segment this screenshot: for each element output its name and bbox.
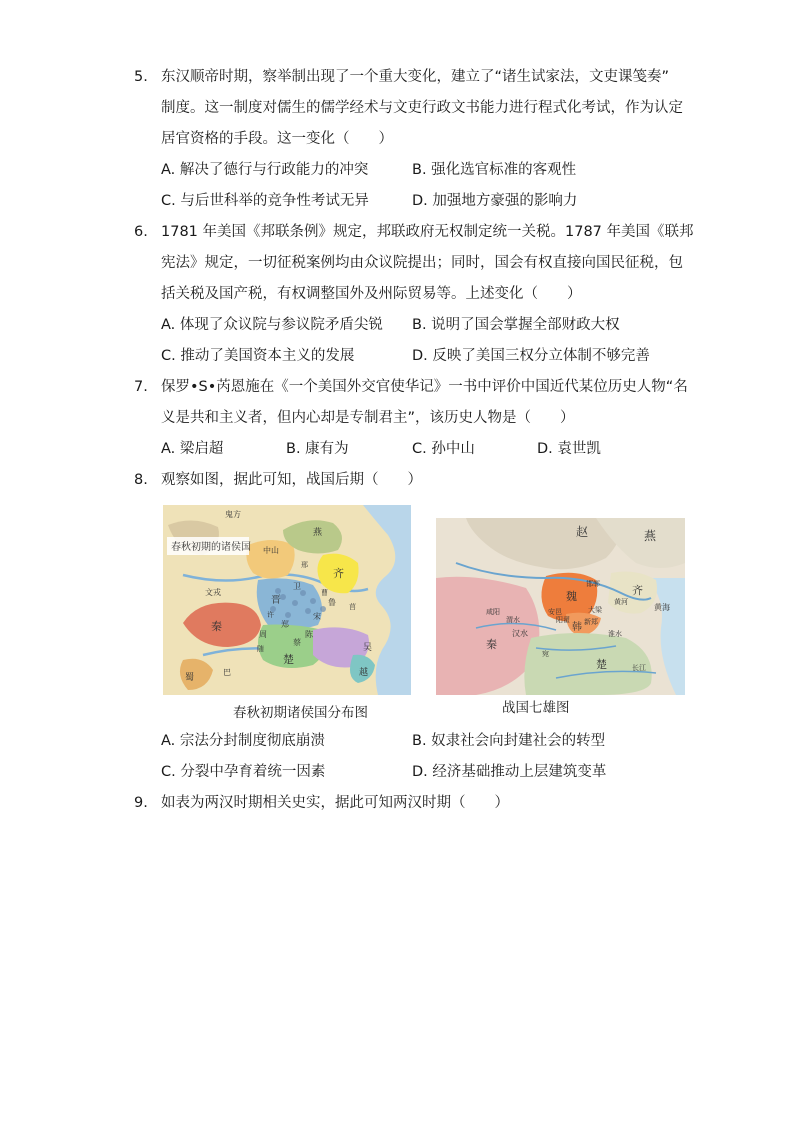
option-a[interactable]: A. 解决了德行与行政能力的冲突 bbox=[161, 162, 369, 178]
question-number: 6. bbox=[134, 224, 148, 240]
question-number: 5. bbox=[134, 69, 148, 85]
svg-text:黄河: 黄河 bbox=[614, 598, 628, 606]
svg-text:楚: 楚 bbox=[283, 653, 294, 666]
svg-text:魏: 魏 bbox=[566, 590, 577, 603]
svg-text:安邑: 安邑 bbox=[548, 608, 562, 616]
question-number: 9. bbox=[134, 795, 148, 811]
svg-text:秦: 秦 bbox=[211, 620, 222, 633]
question-text-line: 东汉顺帝时期，察举制出现了一个重大变化，建立了“诸生试家法，文吏课笺奏” bbox=[161, 69, 670, 85]
question-text-line: 制度。这一制度对儒生的儒学经术与文吏行政文书能力进行程式化考试，作为认定 bbox=[161, 100, 683, 116]
option-c[interactable]: C. 分裂中孕育着统一因素 bbox=[161, 764, 326, 780]
map1-caption: 春秋初期诸侯国分布图 bbox=[233, 705, 368, 721]
warring-states-map bbox=[436, 518, 685, 695]
question-text-line: 括关税及国产税，有权调整国外及州际贸易等。上述变化（ ） bbox=[161, 286, 582, 302]
option-a[interactable]: A. 宗法分封制度彻底崩溃 bbox=[161, 733, 325, 749]
svg-text:晋: 晋 bbox=[271, 595, 281, 606]
svg-text:阳翟: 阳翟 bbox=[556, 616, 570, 624]
svg-text:秦: 秦 bbox=[486, 638, 497, 651]
svg-text:越: 越 bbox=[359, 668, 369, 678]
option-a[interactable]: A. 梁启超 bbox=[161, 441, 224, 457]
svg-text:随: 随 bbox=[257, 645, 264, 653]
question-text-line: 宪法》规定，一切征税案例均由众议院提出；同时，国会有权直接向国民征税，包 bbox=[161, 255, 683, 271]
svg-text:蔡: 蔡 bbox=[293, 638, 301, 647]
option-d[interactable]: D. 加强地方豪强的影响力 bbox=[412, 193, 578, 209]
svg-text:曹: 曹 bbox=[321, 589, 328, 597]
question-5 bbox=[134, 62, 694, 217]
svg-text:卫: 卫 bbox=[293, 582, 301, 591]
question-6 bbox=[134, 217, 694, 372]
svg-text:邯郸: 邯郸 bbox=[586, 580, 600, 588]
svg-text:赵: 赵 bbox=[576, 525, 589, 539]
svg-text:汉水: 汉水 bbox=[512, 629, 528, 638]
svg-text:燕: 燕 bbox=[644, 529, 657, 543]
svg-text:渭水: 渭水 bbox=[506, 616, 520, 624]
svg-text:郑: 郑 bbox=[281, 620, 289, 629]
map2-caption: 战国七雄图 bbox=[502, 700, 570, 716]
question-text-line: 居官资格的手段。这一变化（ ） bbox=[161, 131, 393, 147]
question-text-line: 1781 年美国《邦联条例》规定，邦联政府无权制定统一关税。1787 年美国《联邦 bbox=[161, 224, 694, 240]
option-d[interactable]: D. 袁世凯 bbox=[537, 441, 601, 457]
svg-text:中山: 中山 bbox=[263, 546, 279, 555]
svg-text:吴: 吴 bbox=[363, 643, 373, 653]
svg-text:文戎: 文戎 bbox=[205, 588, 221, 597]
question-7 bbox=[134, 372, 694, 465]
svg-text:淮水: 淮水 bbox=[608, 630, 622, 638]
option-c[interactable]: C. 推动了美国资本主义的发展 bbox=[161, 348, 355, 364]
svg-text:巴: 巴 bbox=[223, 668, 231, 677]
svg-text:长江: 长江 bbox=[632, 664, 646, 672]
question-number: 8. bbox=[134, 472, 148, 488]
svg-text:齐: 齐 bbox=[333, 567, 344, 580]
question-9 bbox=[134, 788, 694, 819]
svg-text:陈: 陈 bbox=[305, 630, 313, 639]
warring-states-map-image bbox=[436, 518, 685, 695]
option-b[interactable]: B. 强化选官标准的客观性 bbox=[412, 162, 577, 178]
svg-text:宋: 宋 bbox=[313, 612, 321, 621]
svg-text:莒: 莒 bbox=[349, 603, 356, 611]
svg-text:黄海: 黄海 bbox=[654, 603, 670, 612]
question-text-line: 观察如图，据此可知，战国后期（ ） bbox=[161, 472, 422, 488]
svg-text:许: 许 bbox=[267, 611, 274, 619]
svg-text:邢: 邢 bbox=[301, 561, 308, 569]
question-text-line: 义是共和主义者，但内心却是专制君主”，该历史人物是（ ） bbox=[161, 410, 575, 426]
map-inset-title: 春秋初期的诸侯国 bbox=[171, 542, 251, 553]
svg-text:蜀: 蜀 bbox=[185, 673, 195, 683]
question-8 bbox=[134, 465, 694, 496]
option-d[interactable]: D. 反映了美国三权分立体制不够完善 bbox=[412, 348, 650, 364]
svg-text:鲁: 鲁 bbox=[328, 598, 336, 607]
svg-text:咸阳: 咸阳 bbox=[486, 608, 500, 616]
option-d[interactable]: D. 经济基础推动上层建筑变革 bbox=[412, 764, 607, 780]
question-8-figure bbox=[163, 505, 688, 720]
option-b[interactable]: B. 说明了国会掌握全部财政大权 bbox=[412, 317, 620, 333]
svg-text:齐: 齐 bbox=[632, 584, 643, 597]
option-a[interactable]: A. 体现了众议院与参议院矛盾尖锐 bbox=[161, 317, 383, 333]
question-number: 7. bbox=[134, 379, 148, 395]
svg-text:周: 周 bbox=[259, 630, 267, 639]
svg-text:宛: 宛 bbox=[542, 650, 549, 658]
option-b[interactable]: B. 康有为 bbox=[286, 441, 349, 457]
svg-text:楚: 楚 bbox=[596, 658, 607, 671]
question-8-options bbox=[134, 726, 694, 788]
svg-text:韩: 韩 bbox=[572, 622, 582, 633]
option-c[interactable]: C. 与后世科举的竞争性考试无异 bbox=[161, 193, 369, 209]
spring-autumn-map-image bbox=[163, 505, 411, 695]
question-text-line: 如表为两汉时期相关史实，据此可知两汉时期（ ） bbox=[161, 795, 509, 811]
option-c[interactable]: C. 孙中山 bbox=[412, 441, 475, 457]
option-b[interactable]: B. 奴隶社会向封建社会的转型 bbox=[412, 733, 606, 749]
spring-autumn-map bbox=[163, 505, 411, 695]
svg-text:鬼方: 鬼方 bbox=[225, 510, 241, 519]
question-text-line: 保罗•S•芮恩施在《一个美国外交官使华记》一书中评价中国近代某位历史人物“名 bbox=[161, 379, 688, 395]
svg-text:新郑: 新郑 bbox=[584, 618, 598, 626]
svg-text:大梁: 大梁 bbox=[588, 606, 602, 614]
svg-text:燕: 燕 bbox=[313, 528, 323, 538]
